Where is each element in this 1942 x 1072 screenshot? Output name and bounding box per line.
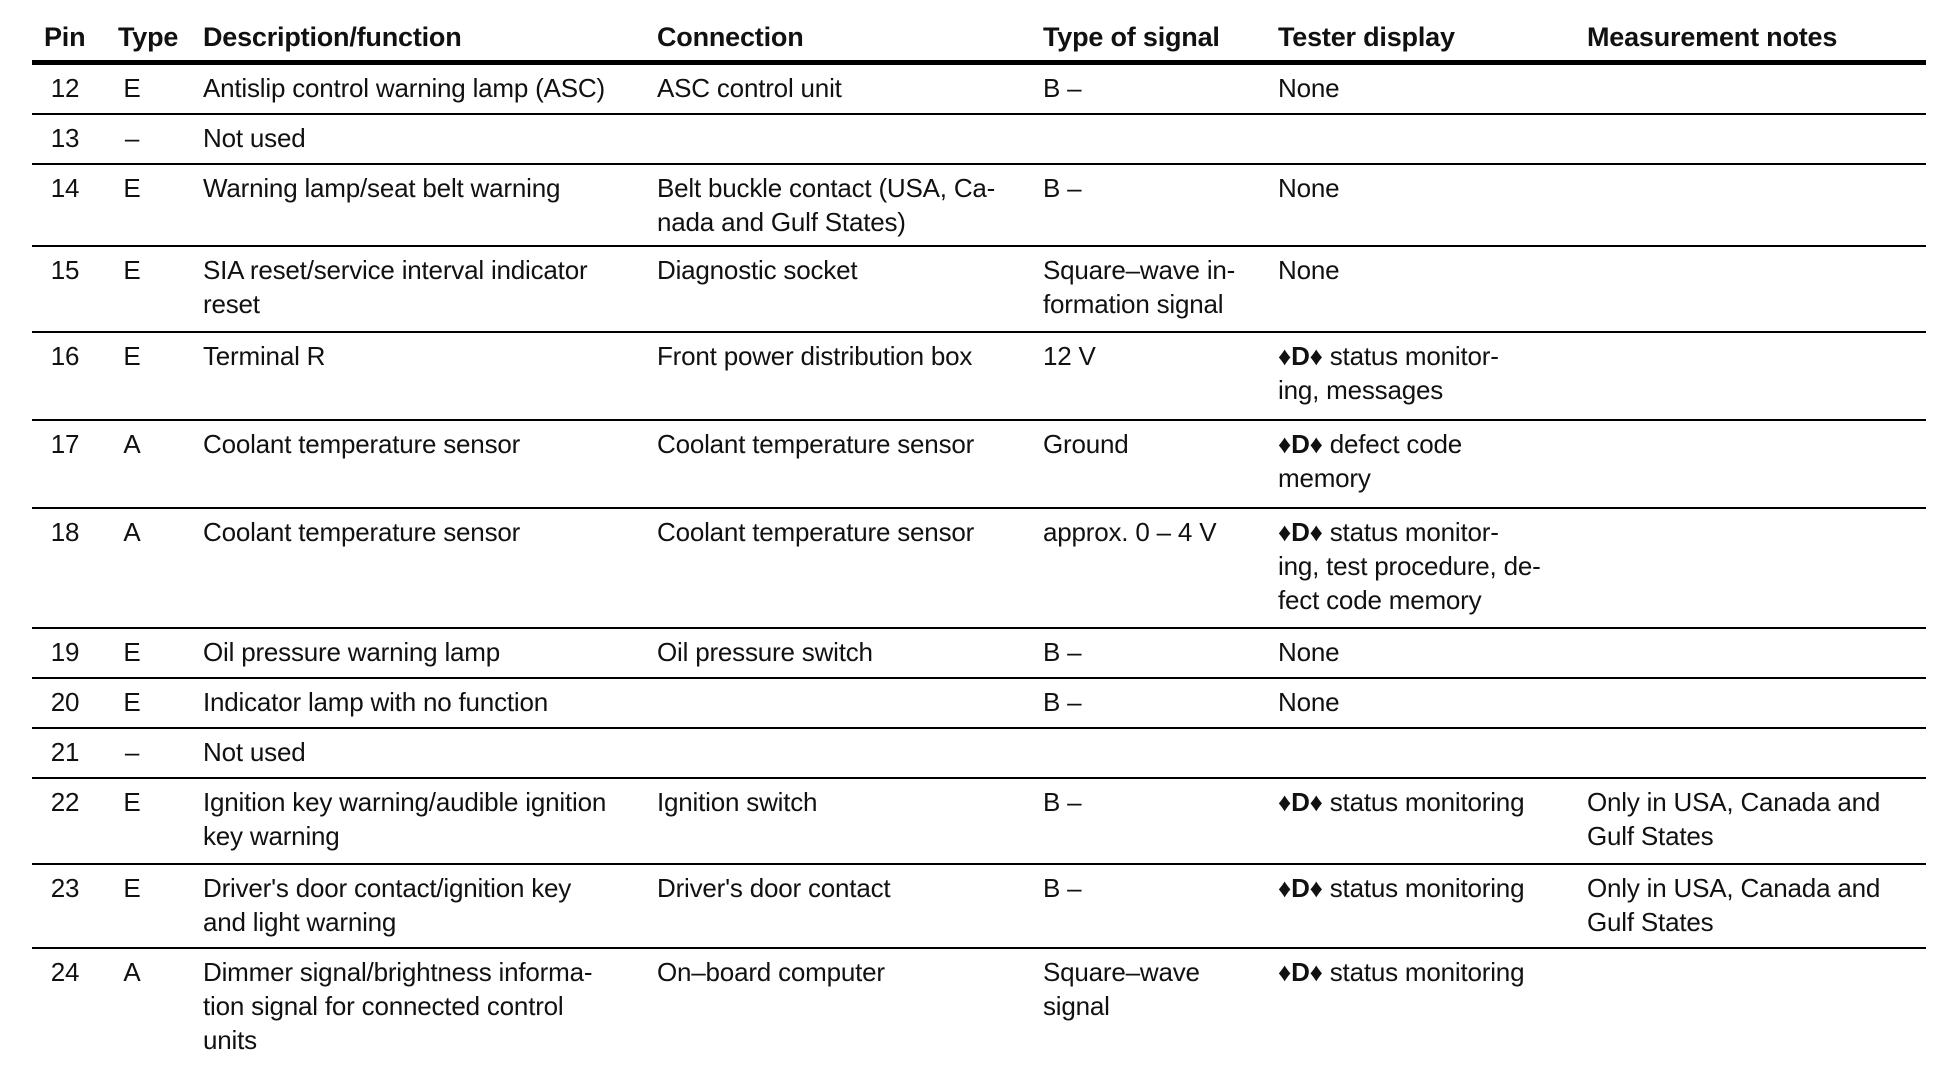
connection-cell: Coolant temperature sensor xyxy=(657,429,975,459)
tester-text: None xyxy=(1278,173,1340,203)
diagnosis-mark: ♦D♦ xyxy=(1278,957,1323,987)
header-notes: Measurement notes xyxy=(1587,22,1838,52)
description-cell: Terminal R xyxy=(203,341,326,371)
signal-cell: B – xyxy=(1043,73,1082,103)
header-signal: Type of signal xyxy=(1043,22,1220,52)
pin-cell: 16 xyxy=(50,341,80,371)
pin-cell: 12 xyxy=(50,73,80,103)
header-description: Description/function xyxy=(203,22,462,52)
pin-cell: 21 xyxy=(50,737,80,767)
signal-cell: B – xyxy=(1043,787,1082,817)
tester-text: None xyxy=(1278,255,1340,285)
type-cell: E xyxy=(123,637,141,667)
pin-cell: 24 xyxy=(50,957,80,987)
table-row xyxy=(32,679,1926,729)
tester-cell xyxy=(1278,635,1578,669)
type-cell: – xyxy=(124,737,140,767)
diagnosis-mark: ♦D♦ xyxy=(1278,787,1323,817)
type-cell: E xyxy=(123,873,141,903)
description-cell: Ignition key warning/audible ignition key warning xyxy=(203,787,607,851)
pin-cell: 18 xyxy=(50,517,80,547)
table-row xyxy=(32,509,1926,629)
header-pin: Pin xyxy=(44,22,86,52)
pin-cell: 14 xyxy=(50,173,80,203)
connection-cell: On–board computer xyxy=(657,957,885,987)
notes-cell: Only in USA, Canada and Gulf States xyxy=(1587,787,1881,851)
tester-text: status monitor- ing, test procedure, de- fect code memory xyxy=(1278,517,1541,615)
connection-cell: Belt buckle contact (USA, Ca- nada and Gulf States) xyxy=(657,173,996,237)
signal-cell: 12 V xyxy=(1043,341,1096,371)
type-cell: A xyxy=(123,957,141,987)
tester-cell xyxy=(1278,785,1578,819)
diagnosis-mark: ♦D♦ xyxy=(1278,873,1323,903)
description-cell: Antislip control warning lamp (ASC) xyxy=(203,73,605,103)
pin-cell: 23 xyxy=(50,873,80,903)
pin-cell: 17 xyxy=(50,429,80,459)
tester-text: None xyxy=(1278,73,1340,103)
table-row xyxy=(32,779,1926,865)
type-cell: E xyxy=(123,341,141,371)
notes-cell: Only in USA, Canada and Gulf States xyxy=(1587,873,1881,937)
table-row xyxy=(32,729,1926,779)
type-cell: E xyxy=(123,687,141,717)
pin-cell: 15 xyxy=(50,255,80,285)
header-connection: Connection xyxy=(657,22,804,52)
tester-cell xyxy=(1278,871,1578,905)
type-cell: E xyxy=(123,787,141,817)
signal-cell: B – xyxy=(1043,173,1082,203)
table-row xyxy=(32,865,1926,949)
tester-text: defect code memory xyxy=(1278,429,1462,493)
description-cell: Not used xyxy=(203,737,306,767)
pin-cell: 13 xyxy=(50,123,80,153)
table-row xyxy=(32,115,1926,165)
signal-cell: B – xyxy=(1043,873,1082,903)
table-row xyxy=(32,247,1926,333)
description-cell: Dimmer signal/brightness informa- tion signal for connected control units xyxy=(203,957,593,1055)
connection-cell: Ignition switch xyxy=(657,787,818,817)
tester-text: status monitor- ing, messages xyxy=(1278,341,1499,405)
pin-cell: 22 xyxy=(50,787,80,817)
tester-cell xyxy=(1278,427,1578,495)
tester-text: status monitoring xyxy=(1322,957,1525,987)
tester-cell xyxy=(1278,171,1578,205)
type-cell: A xyxy=(123,429,141,459)
connection-cell: Driver's door contact xyxy=(657,873,891,903)
header-tester: Tester display xyxy=(1278,22,1455,52)
signal-cell: B – xyxy=(1043,687,1082,717)
connection-cell: Oil pressure switch xyxy=(657,637,873,667)
tester-cell xyxy=(1278,955,1578,989)
description-cell: Coolant temperature sensor xyxy=(203,429,521,459)
pin-cell: 20 xyxy=(50,687,80,717)
table-row xyxy=(32,949,1926,1053)
table-body xyxy=(32,65,1926,1053)
header-type: Type xyxy=(118,22,179,52)
tester-cell xyxy=(1278,515,1578,617)
table-row xyxy=(32,421,1926,509)
connection-cell: ASC control unit xyxy=(657,73,842,103)
table-row xyxy=(32,165,1926,247)
tester-text: status monitoring xyxy=(1322,873,1525,903)
signal-cell: Square–wave signal xyxy=(1043,957,1200,1021)
signal-cell: approx. 0 – 4 V xyxy=(1043,517,1217,547)
type-cell: – xyxy=(124,123,140,153)
signal-cell: Square–wave in- formation signal xyxy=(1043,255,1236,319)
description-cell: SIA reset/service interval indicator reset xyxy=(203,255,588,319)
type-cell: E xyxy=(123,255,141,285)
connection-cell: Diagnostic socket xyxy=(657,255,858,285)
description-cell: Not used xyxy=(203,123,306,153)
tester-cell xyxy=(1278,253,1578,287)
tester-text: None xyxy=(1278,637,1340,667)
description-cell: Indicator lamp with no function xyxy=(203,687,548,717)
connection-cell: Front power distribution box xyxy=(657,341,973,371)
type-cell: E xyxy=(123,73,141,103)
connection-cell: Coolant temperature sensor xyxy=(657,517,975,547)
tester-text: status monitoring xyxy=(1322,787,1525,817)
description-cell: Warning lamp/seat belt warning xyxy=(203,173,561,203)
signal-cell: Ground xyxy=(1043,429,1129,459)
tester-text: None xyxy=(1278,687,1340,717)
tester-cell xyxy=(1278,71,1578,105)
description-cell: Coolant temperature sensor xyxy=(203,517,521,547)
type-cell: A xyxy=(123,517,141,547)
table-row xyxy=(32,65,1926,115)
diagnosis-mark: ♦D♦ xyxy=(1278,517,1323,547)
table-row xyxy=(32,333,1926,421)
description-cell: Driver's door contact/ignition key and light warning xyxy=(203,873,572,937)
type-cell: E xyxy=(123,173,141,203)
table-row xyxy=(32,629,1926,679)
pin-cell: 19 xyxy=(50,637,80,667)
table-header xyxy=(32,14,1926,60)
tester-cell xyxy=(1278,339,1578,407)
diagnosis-mark: ♦D♦ xyxy=(1278,429,1323,459)
signal-cell: B – xyxy=(1043,637,1082,667)
diagnosis-mark: ♦D♦ xyxy=(1278,341,1323,371)
description-cell: Oil pressure warning lamp xyxy=(203,637,501,667)
tester-cell xyxy=(1278,685,1578,719)
